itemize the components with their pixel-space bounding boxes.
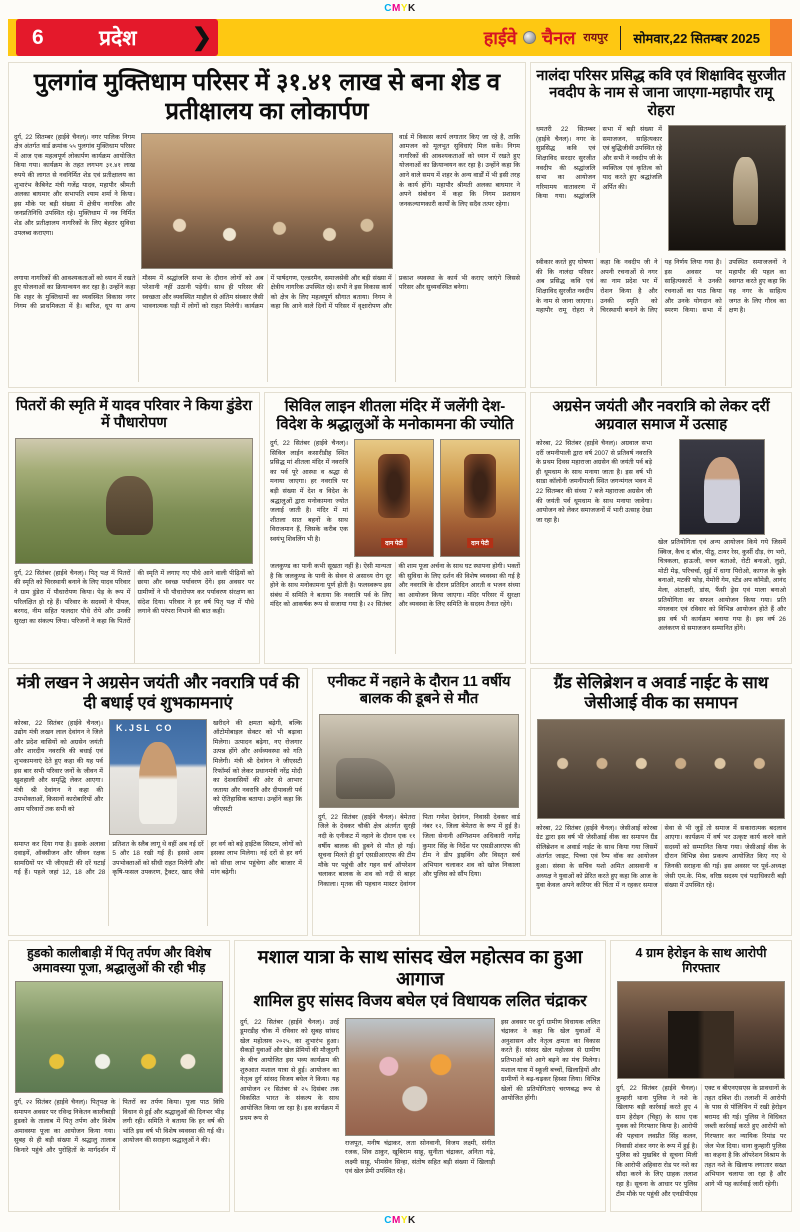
section-tab — [16, 19, 218, 56]
minister-portrait-photo — [109, 719, 207, 835]
cmyk-registration-mark-top: CMYK — [384, 3, 416, 14]
article-pulgaon-shed-inauguration — [8, 62, 526, 388]
article-headline: मशाल यात्रा के साथ सांसद खेल महोत्सव का हुआ आगाज — [257, 946, 583, 990]
article-body: दुर्ग, २२ सितंबर (हाईवे चैनल)। पितृपक्ष के समापन अवसर पर रविन्द्र निकेतन कालीबाड़ी हुडको के तालाब में पितृ तर्पण और विशेष अमावस्या पूजा का आयोजन किया गया। सुबह से ही बड़ी संख्या में श्रद्धालु तालाब किनारे पहुंचे और पुरोहितों के मार्गदर्शन में पितरों का तर्पण किया। पूजा पाठ विधि विधान से हुई और श्रद्धालुओं की दिनभर भीड़ लगी रही। समिति ने बताया कि हर वर्ष की भांति इस वर्ष भी विशेष व्यवस्था की गई थी। आयोजन की सराहना श्रद्धालुओं ने की। — [14, 1099, 224, 1155]
page-header-banner — [8, 19, 792, 56]
article-headline: ग्रैंड सेलिब्रेशन व अवार्ड नाईट के साथ जेसीआई वीक का समापन — [553, 674, 769, 712]
article-body: दुर्ग, 22 सितंबर (हाईवे चैनल)। पितृ पक्ष में पितरों की स्मृति को चिरस्थायी बनाने के लिए यादव परिवार ने ग्राम डुंडेरा में पौधारोपण किया। पेड़ के रूप में परिलक्षित हो रहे हैं। परिवार के सदस्यों ने पीपल, बरगद, नीम सहित फलदार पौधे रोपे और उनकी सुरक्षा का संकल्प लिया। परिजनों ने कहा कि पितरों की स्मृति में लगाए गए पौधे आने वाली पीढ़ियों को छाया और स्वच्छ पर्यावरण देंगे। इस अवसर पर ग्रामीणों ने भी पौधारोपण कर पर्यावरण संरक्षण का संदेश दिया। परिवार ने हर वर्ष पितृ पक्ष में पौधे लगाने की परंपरा निभाने की बात कही। — [14, 569, 254, 625]
article-body-bottom: लगाया नागरिकों की आवश्यकताओं को ध्यान में रखते हुए योजनाओं का क्रियान्वयन कर रहा है। उन्होंने कहा कि शहर के मुक्तिधामों का व्यवस्थित विकास नगर निगम की प्राथमिकता में है। बारिश, धूप या अन्य मौसम में श्रद्धांजलि सभा के दौरान लोगों को अब परेशानी नहीं उठानी पड़ेगी। साथ ही परिसर की स्वच्छता और व्यवस्थित माहौल से अंतिम संस्कार जैसी भावनात्मक घड़ी में लोगों को राहत मिलेगी। कार्यक्रम में पार्षदगण, एल्डरमैन, समाजसेवी और बड़ी संख्या में क्षेत्रीय नागरिक उपस्थित रहे। सभी ने इस विकास कार्य को क्षेत्र के लिए महत्वपूर्ण सौगात बताया। निगम ने कहा कि आने वाले दिनों में परिसर में वृक्षारोपण और प्रकाश व्यवस्था के कार्य भी कराए जाएंगे जिससे परिसर और सुव्यवस्थित बनेगा। — [14, 274, 520, 311]
article-body-left: दुर्ग, 22 सितंबर (हाईवे चैनल)। सिविल लाईन कसारीडीह स्थित प्रसिद्ध मां शीतला मंदिर में नवरात्रि का पर्व पूरे आस्था व श्रद्धा से मनाया जाएगा। हर नवरात्रि पर बड़ी संख्या में देश व विदेश के श्रद्धालुओं द्वारा मनोकामना ज्योत जलाई जाती है। मंदिर में मां शीतला सात बहनों के साथ विराजमान हैं, जिसके करीब एक स्वयंभू शिवलिंग भी है। — [270, 440, 348, 544]
article-hudco-kalibari-puja — [8, 940, 230, 1212]
article-agrasen-jayanti-utsah — [530, 392, 792, 664]
masthead-brand-part2: चैनल — [541, 27, 576, 48]
article-anicut-boy-drowned — [312, 668, 526, 936]
section-title: प्रदेश — [99, 26, 137, 50]
donation-box-label: दान पेटी — [381, 538, 407, 548]
article-body-middle: राजपूत, मनीष चंद्राकर, लता सोनवानी, विजय लक्ष्मी, संगीत रजक, शिव ठाकुर, खूबिराम साहू, सुनीता चंद्राकर, अनिता गढ़े, लक्ष्मी साहू, भीमसेन सिन्हा, संतोष सहित बड़ी संख्या में खिलाड़ी एवं खेल प्रेमी उपस्थित रहे। — [345, 1139, 495, 1176]
article-nalanda-navdeep — [530, 62, 792, 388]
article-headline: नालंदा परिसर प्रसिद्ध कवि एवं शिक्षाविद सुरजीत नवदीप के नाम से जाना जाएगा-महापौर रामू रोहरा — [536, 68, 786, 119]
article-body-right: वार्ड में विकास कार्य लगातार किए जा रहे है, ताकि आमजन को मूलभूत सुविधाएं मिल सकें। निगम नागरिकों की आवश्यकताओं को ध्यान में रखते हुए योजनाओं का क्रियान्वयन कर रहा है। उन्होंने कहा कि आने वाले समय में शहर के अन्य वार्डों में भी इसी तरह के कार्य होंगे। महापौर श्रीमती अलका बाघमार ने अपने संबोधन में कहा कि निगम प्रशासन जनकल्याणकारी कार्यों के लिए सदैव तत्पर रहेगा। — [399, 133, 520, 208]
arrested-men-photo — [617, 981, 785, 1079]
article-headline: एनीकट में नहाने के दौरान 11 वर्षीय बालक की डूबने से मौत — [327, 674, 511, 708]
masthead-divider — [620, 26, 622, 50]
pond-ritual-photo — [15, 981, 223, 1093]
article-subheadline: शामिल हुए सांसद विजय बघेल एवं विधायक ललित चंद्राकर — [253, 993, 587, 1011]
article-headline: पितरों की स्मृति में यादव परिवार ने किया डुंडेरा में पौधारोपण — [16, 398, 252, 432]
article-headline: सिविल लाइन शीतला मंदिर में जलेंगी देश-विदेश के श्रद्धालुओं के मनोकामना की ज्योति — [276, 398, 514, 433]
article-body-left: धमतरी 22 सितम्बर (हाईवे चैनल)। नगर के सुप्रसिद्ध कवि एवं शिक्षाविद सरदार सुरजीत नवदीप की श्रद्धांजलि सभा का आयोजन गरिमामय वातावरण में किया गया। श्रद्धांजलि सभा में बड़ी संख्या में समाजजन, साहित्यकार एवं बुद्धिजीवी उपस्थित रहे और सभी ने नवदीप जी के व्यक्तित्व एवं कृतित्व को याद करते हुए श्रद्धांजलि अर्पित की। — [536, 126, 662, 201]
temple-shrine-photo-1 — [354, 439, 434, 557]
article-body-left: कोरबा, 22 सितंबर (हाईवे चैनल)। उद्योग मंत्री लखन लाल देवांगन ने जिले और प्रदेश वासियों को अग्रसेन जयंती और शारदीय नवरात्रि की बधाई एवं शुभकामनाएं देते हुए कहा की यह पर्व इस बार सभी परिवार जनों के जीवन में खुशहाली और समृद्धि लेकर आएगा। मंत्री श्री देवांगन ने कहा की उपभोक्ताओं, किसानों कारोबारियों और आम परिवारों तक सभी को — [14, 719, 103, 814]
masthead-city: रायपुर — [583, 32, 608, 44]
article-body-left: दुर्ग, 22 सितम्बर (हाईवे चैनल)। नगर पालिक निगम क्षेत्र अंतर्गत वार्ड क्रमांक ५५ पुलगांव मुक्तिधाम परिसर में आज एक महत्वपूर्ण लोकार्पण कार्यक्रम आयोजित किया गया। कार्यक्रम के तहत लगभग ३१.४१ लाख रुपये की लागत से नवनिर्मित शेड एवं प्रतीक्षालय का शुभारंभ कैबिनेट मंत्री गजेंद्र यादव, महापौर श्रीमती अलका बाघमार और सभापति श्याम शर्मा ने किया। इस मौके पर बड़ी संख्या में क्षेत्रीय नागरिक और जनप्रतिनिधि उपस्थित रहे। मुक्तिधाम में नव निर्मित शेड और प्रतीक्षालय नागरिकों के लिए बेहतर सुविधा उपलब्ध कराएगा। — [14, 133, 135, 237]
article-jci-week-closing — [530, 668, 792, 936]
article-body-bottom: जलकुण्ड का पानी कभी सूखता नहीं है। ऐसी मान्यता है कि जलकुण्ड के पानी के सेवन से असाध्य रोग दूर होने के साथ मनोकामना पूर्ण होती है। फलस्वरूप इस संबंध में समिति ने बताया कि नवरात्रि पर्व के लिए मंदिर को आकर्षक रूप से सजाया गया है। २२ सितंबर की शाम पूजा अर्चना के साथ घट स्थापना होगी। भक्तों की सुविधा के लिए दर्शन की विशेष व्यवस्था की गई है और नवरात्रि के दौरान प्रतिदिन आरती व भजन संध्या का आयोजन किया जाएगा। मंदिर परिसर में सुरक्षा और व्यवस्था के लिए समिति के सदस्य तैनात रहेंगे। — [270, 563, 520, 609]
article-headline: अग्रसेन जयंती और नवरात्रि को लेकर दरीं अग्रवाल समाज में उत्साह — [552, 398, 770, 433]
tree-planting-photo — [15, 438, 253, 564]
page-number: 6 — [32, 25, 44, 49]
masthead-date: सोमवार,22 सितम्बर 2025 — [633, 30, 760, 46]
article-body-right: खेल प्रतियोगिता एवं अन्य आयोजन किये गये जिसमें क्विज, कैच द बॉल, पीठू, टायर रेस, कुर्सी दौड़, रंग भरो, चित्रकला, हाऊजी, वचन बताओ, रोटी बनाओ, लुढ़ो, मोटी मेढ़, परिचर्चा, सुई में धागा पिरोओ, कागज के बुके बनाओ, मटकी फोड़, मेमोरी गेम, स्टेंड अप कॉमेडी, आनंद मेला, अंताक्षरी, डांस, फैंसी ड्रेस एवं माला बनाओ प्रतियोगिता का सफल आयोजन किया गया। प्रति मंगलवार एवं रविवार को विभिन्न आयोजन होते हैं और इस वर्ष भी कार्यक्रम बनाया गया है। इस वर्ष 26 अलंकरण से समाजजन सम्मानित होंगे। — [658, 539, 786, 633]
garlanded-leaders-photo — [345, 1018, 495, 1136]
masthead — [484, 19, 760, 56]
chevron-right-icon: ❯ — [191, 23, 212, 51]
article-minister-lakhan-greetings — [8, 668, 308, 936]
article-body-left: कोरबा, 22 सितंबर (हाईवे चैनल)। अग्रवाल सभा दरीं जमनीपाली द्वारा वर्ष 2007 से प्रतिवर्ष नवरात्रि के प्रथम दिवस महाराजा अग्रसेन की जयंती पर्व बड़े ही धूमधाम के साथ मनाया जाता है। इस वर्ष भी साडा कॉलोनी जमनीपाली स्थित जगन्मंगल भवन में 22 सितम्बर की संध्या 7 बजे महाराजा अग्रसेन जी की जयंती पर्व धूमधाम के साथ मनाया जावेगा। आयोजन को लेकर समाजजनों में भारी उत्साह देखा जा रहा है। — [536, 440, 652, 524]
article-body-left: दुर्ग, 22 सितंबर (हाईवे चैनल)। उरई डूमरडीह चौक में रविवार को सुबह सांसद खेल महोत्सव २०२५, का शुभारंभ हुआ। सैकड़ों युवाओं और खेल प्रेमियों की मौजूदगी के बीच आयोजित इस भव्य कार्यक्रम की शुरुआत मशाल यात्रा से हुई। आयोजन का नेतृत्व दुर्ग सांसद विजय बघेल ने किया। यह आयोजन २१ सितंबर से २५ दिसंबर तक विकसित भारत के संकल्प के साथ आयोजित किया जा रहा है। इस कार्यक्रम में प्रथम रूप से — [240, 1018, 340, 1122]
article-body-bottom: समाप्त कर दिया गया है। इसके अलावा दवाइयें, ऑक्सीजन और जीवन रक्षक सामग्रियों पर भी जीएसटी की दरें घटाई गई हैं। पहले जहां 12, 18 और 28 प्रतिशत के स्लैब लागू थे वहीं अब नई दरें 5 और 18 रखी गई हैं। इससे आम उपभोक्ताओं को सीधी राहत मिलेगी और कृषि-फसल उपकरण, ट्रैक्टर, खाद जैसे हर वर्ग को बड़े हाईटेक सिस्टम, लोगों को इसका लाभ मिलेगा। नई दरों से हर वर्ग को सीधा लाभ पहुंचेगा और बाजार में मांग बढ़ेगी। — [14, 840, 302, 877]
donation-box-label: दान पेटी — [467, 538, 493, 548]
inauguration-crowd-photo — [141, 133, 393, 269]
article-body-right: इस अवसर पर दुर्ग ग्रामीण विधायक ललित चंद्राकर ने कहा कि खेल युवाओं में अनुशासन और नेतृत्व क्षमता का विकास करते हैं। सांसद खेल महोत्सव से ग्रामीण प्रतिभाओं को आगे बढ़ने का मंच मिलेगा। मशाल यात्रा में स्कूली बच्चों, खिलाड़ियों और ग्रामीणों ने बढ़-चढ़कर हिस्सा लिया। विभिन्न खेलों की प्रतियोगिताएं चरणबद्ध रूप से आयोजित होंगी। — [501, 1018, 600, 1103]
article-middle-column — [345, 1018, 495, 1212]
article-headline: हुडको कालीबाड़ी में पितृ तर्पण और विशेष अमावस्या पूजा, श्रद्धालुओं की रही भीड़ — [27, 946, 211, 975]
article-heroin-arrest — [610, 940, 792, 1212]
article-sheetla-mandir-jyoti — [264, 392, 526, 664]
temple-shrine-photo-2 — [440, 439, 520, 557]
speaker-portrait-photo — [679, 439, 765, 535]
award-night-group-photo — [537, 719, 785, 819]
article-yadav-plantation — [8, 392, 260, 664]
cmyk-registration-mark-bottom: CMYK — [384, 1215, 416, 1226]
banner-orange-endcap — [770, 19, 792, 56]
article-body-right: खरीदने की क्षमता बढ़ेगी, बल्कि ऑटोमोबाइल सेक्टर को भी बढ़ावा मिलेगा। उत्पादन बढ़ेगा, नए रोजगार उत्पन्न होंगे और अर्थव्यवस्था को गति मिलेगी। मंत्री श्री देवांगन ने जीएसटी रिफॉर्म्स को लेकर प्रधानमंत्री नरेंद्र मोदी का देशवासियों की ओर से आभार जताया और नवरात्रि और दीपावली पर्व को ऐतिहासिक बताया। उन्होंने कहा कि जीएसटी — [213, 719, 302, 814]
article-mashal-yatra-khel-mahotsav — [234, 940, 606, 1212]
article-body: कोरबा, 22 सितंबर (हाईवे चैनल)। जेसीआई कोरबा ग्रेट द्वारा इस वर्ष भी जेसीआई वीक का समापन ग्रैंड सेलिब्रेशन व अवार्ड नाईट के साथ किया गया जिसमें अंतर्गत जाइट, पिच्चा एवं रैम्प वॉक का आयोजन हुआ। संस्था के सचिव यशो अमित आसवानी व अध्यक्ष ने युवाओं को प्रेरित करते हुए कहा कि आज के युवा केवल अपने करियर की चिंता में न रहकर समाज सेवा से भी जुड़ें तो समाज में सकारात्मक बदलाव आएगा। कार्यक्रम में वर्ष भर उत्कृष्ट कार्य करने वाले सदस्यों को सम्मानित किया गया। जेसीआई वीक के दौरान विभिन्न सेवा प्रकल्प आयोजित किए गए थे जिनकी सराहना की गई। इस अवसर पर पूर्व-अध्यक्ष जेसी एम.के. मिश्र, वरिष्ठ सदस्य एवं पदाधिकारी बड़ी संख्या में उपस्थित रहे। — [536, 824, 786, 890]
article-headline: पुलगांव मुक्तिधाम परिसर में ३१.४१ लाख से बना शेड व प्रतीक्षालय का लोकार्पण — [33, 69, 501, 125]
masthead-ball-icon — [523, 31, 536, 44]
article-headline: 4 ग्राम हेरोइन के साथ आरोपी गिरफ्तार — [635, 946, 767, 975]
article-body: दुर्ग, 22 सितंबर (हाईवे चैनल)। कुम्हारी थाना पुलिस ने नशे के खिलाफ बड़ी कार्रवाई करते हुए 4 ग्राम हेरोइन (चिट्टा) के साथ एक युवक को गिरफ्तार किया है। आरोपी की पहचान लवप्रीत सिंह कलन, निवासी शंकर नगर के रूप में हुई है। पुलिस को मुखबिर से सूचना मिली कि आरोपी अहिवारा रोड पर नशे का सौदा करने के लिए ग्राहक तलाश रहा है। सूचना के आधार पर पुलिस टीम मौके पर पहुंची और एनडीपीएस एक्ट व बीएनएसएस के प्रावधानों के तहत दबिश दी। तलाशी में आरोपी के पास से पॉलिथिन में रखी हेरोइन बरामद की गई। पुलिस ने विधिवत जब्ती कार्रवाई करते हुए आरोपी को गिरफ्तार कर न्यायिक रिमांड पर जेल भेज दिया। थाना कुम्हारी पुलिस का कहना है कि ऑपरेशन विश्राम के तहत नशे के खिलाफ लगातार सख्त अभियान चलाया जा रहा है और आगे भी यह कार्रवाई जारी रहेगी। — [616, 1085, 786, 1198]
tribute-meeting-photo — [668, 125, 786, 251]
article-right-column — [658, 439, 786, 650]
masthead-brand-part1: हाईवे — [483, 27, 517, 48]
banner-text-kjs: K.JSL CO — [116, 722, 174, 733]
article-body: दुर्ग, 22 सितंबर (हाईवे चैनल)। बेमेतरा जिले के देवकर चौकी क्षेत्र अंतर्गत सुरही नदी के एनीकट में नहाने के दौरान एक ११ वर्षीय बालक की डूबने से मौत हो गई। सूचना मिलते ही दुर्ग एसडीआरएफ की टीम मौके पर पहुंची और गहन सर्च ऑपरेशन चलाकर बालक के शव को नदी से बाहर निकाला। मृतक की पहचान मास्टर देवांगन पिता गणेश देवांगन, निवासी देवकर वार्ड नंबर १२, जिला बेमेतरा के रूप में हुई है। जिला सेनानी अग्निशमन अधिकारी नागेंद्र कुमार सिंह के निर्देश पर एसडीआरएफ की टीम ने डीप ड्राइविंग और विस्तृत सर्च अभियान चलाकर शव को खोज निकाला और पुलिस को सौंप दिया। — [318, 813, 520, 889]
article-headline: मंत्री लखन ने अग्रसेन जयंती और नवरात्रि पर्व की दी बधाई एवं शुभकामनाएं — [16, 674, 300, 712]
article-body-bottom: स्वीकार करते हुए घोषणा की कि नालंदा परिसर अब प्रसिद्ध कवि एवं शिक्षाविद सुरजीत नवदीप के नाम से जाना जाएगा। महापौर रामू रोहरा ने कहा कि नवदीप जी ने अपनी रचनाओं से नगर का नाम प्रदेश भर में रोशन किया है और उनकी स्मृति को चिरस्थायी बनाने के लिए यह निर्णय लिया गया है। इस अवसर पर साहित्यकारों ने उनकी रचनाओं का पाठ किया और उनके योगदान को स्मरण किया। सभा में उपस्थित समाजजनों ने महापौर की पहल का स्वागत करते हुए कहा कि यह नगर के साहित्य जगत के लिए गौरव का क्षण है। — [536, 259, 786, 315]
rescue-scene-photo — [319, 714, 519, 808]
